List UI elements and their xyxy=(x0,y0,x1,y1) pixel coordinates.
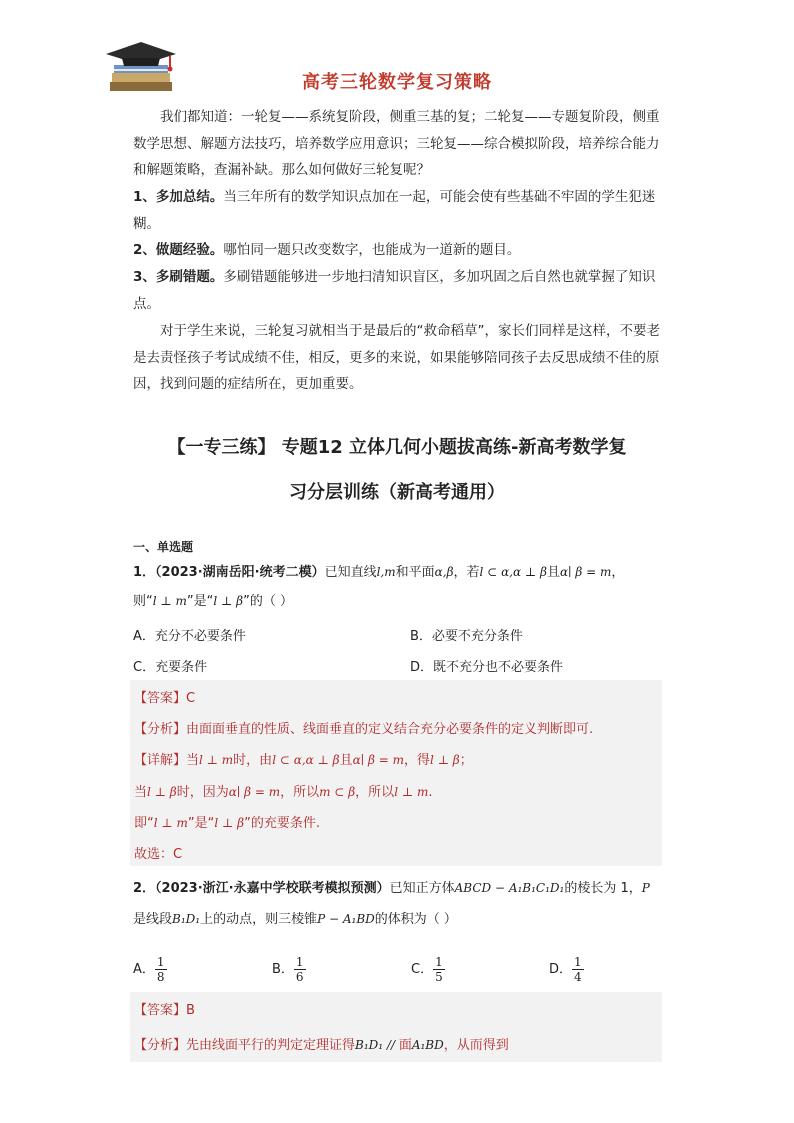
q2-text: 是线段 xyxy=(133,912,173,927)
q1-text: ，若 xyxy=(453,565,480,580)
numerator: 1 xyxy=(156,955,165,969)
q1-option-d: D．既不充分也不必要条件 xyxy=(410,660,564,675)
q1-text: 则“ xyxy=(133,594,153,609)
detail-text: 时，由 xyxy=(233,753,273,768)
detail-text: ，所以 xyxy=(280,785,320,800)
q2-math: P − A₁BD xyxy=(317,912,375,926)
detail-math: l ⊥ β xyxy=(430,753,460,767)
q1-detail-line-2 xyxy=(134,781,432,800)
fraction xyxy=(433,955,445,984)
numerator: 1 xyxy=(295,955,304,969)
q2-text: 的体积为（ ） xyxy=(374,912,457,927)
option-label: B． xyxy=(272,962,294,977)
fraction xyxy=(155,955,167,984)
option-label: A． xyxy=(133,962,155,977)
q2-math: P xyxy=(641,881,650,895)
tip-3 xyxy=(133,264,663,317)
closing-paragraph: 对于学生来说，三轮复习就相当于是最后的“救命稻草”，家长们同样是这样，不要老是去责怪孩子考试成绩不佳，相反，更多的来说，如果能够陪同孩子去反思成绩不佳的原因，找到问题的症结所在，更加重要。 xyxy=(133,323,660,392)
question-2-source: （2023·浙江·永嘉中学校联考模拟预测） xyxy=(155,881,390,896)
option-label: C． xyxy=(411,962,434,977)
denominator: 5 xyxy=(435,970,443,984)
q1-math: l ⊥ m xyxy=(152,594,187,608)
tip-2-body: 哪怕同一题只改变数字，也能成为一道新的题目。 xyxy=(223,242,521,258)
q2-option-d xyxy=(549,955,584,984)
denominator: 8 xyxy=(156,970,165,984)
detail-text: ； xyxy=(459,753,473,768)
q1-answer-box xyxy=(130,680,662,866)
q2-text: 上的动点，则三棱锥 xyxy=(200,912,318,927)
analysis-math: B₁D₁ // xyxy=(355,1038,399,1052)
detail-math: l ⊂ α,α ⊥ β xyxy=(272,753,340,767)
tip-1 xyxy=(133,184,663,237)
detail-math: α∣ β = m xyxy=(228,785,281,799)
q2-option-a xyxy=(133,955,167,984)
tip-3-head: 3、多刷错题。 xyxy=(133,269,224,285)
q1-text: 且 xyxy=(546,565,560,580)
question-1-number: 1． xyxy=(133,565,156,580)
q1-option-a: A．充分不必要条件 xyxy=(133,629,246,644)
question-1-stem xyxy=(133,558,668,616)
answer-label: 【答案】 xyxy=(134,1003,187,1018)
q1-option-b: B．必要不充分条件 xyxy=(410,629,523,644)
detail-math: α∣ β = m xyxy=(352,753,405,767)
option-label: D． xyxy=(549,962,573,977)
detail-math: l ⊥ β xyxy=(147,785,177,799)
q1-math: α∣ β = m xyxy=(559,565,612,579)
answer-value: C xyxy=(186,691,196,706)
tip-2-head: 2、做题经验。 xyxy=(133,242,224,258)
q2-option-b xyxy=(272,955,306,984)
q2-answer-box xyxy=(130,992,662,1062)
detail-text: 即“ xyxy=(134,816,154,831)
numerator: 1 xyxy=(574,955,582,969)
question-2-number: 2． xyxy=(133,881,156,896)
q2-text: 已知正方体 xyxy=(389,881,455,896)
q1-detail-line-1 xyxy=(134,749,473,768)
numerator: 1 xyxy=(435,955,443,969)
detail-text: ”是“ xyxy=(187,816,215,831)
q1-math: l ⊥ β xyxy=(213,594,244,608)
q1-text: 和平面 xyxy=(395,565,435,580)
page-title: 高考三轮数学复习策略 xyxy=(302,72,492,93)
q1-text: 已知直线 xyxy=(324,565,377,580)
detail-math: l ⊥ m xyxy=(153,816,188,830)
q1-text: ”是“ xyxy=(186,594,214,609)
q2-option-c xyxy=(411,955,445,984)
tip-2 xyxy=(133,237,663,264)
detail-text: . xyxy=(428,785,433,800)
detail-text: 当 xyxy=(134,785,148,800)
q1-answer xyxy=(134,687,195,706)
detail-math: l ⊥ β xyxy=(214,816,245,830)
q1-detail-line-3 xyxy=(134,812,320,831)
tip-1-body: 当三年所有的数学知识点加在一起，可能会使有些基础不牢固的学生犯迷糊。 xyxy=(133,189,656,232)
q2-text: 的棱长为 1， xyxy=(564,881,642,896)
q1-option-c: C．充要条件 xyxy=(133,660,208,675)
q1-math: α,β xyxy=(434,565,454,579)
question-2-stem xyxy=(133,873,668,935)
detail-text: 且 xyxy=(339,753,353,768)
doc-title-line-2: 习分层训练（新高考通用） xyxy=(289,482,505,503)
q1-analysis xyxy=(134,718,593,737)
detail-text: 当 xyxy=(186,753,200,768)
detail-text: ，所以 xyxy=(355,785,395,800)
tip-3-body: 多刷错题能够进一步地扫清知识盲区，多加巩固之后自然也就掌握了知识点。 xyxy=(133,269,656,312)
analysis-label: 【分析】 xyxy=(134,1038,187,1053)
fraction xyxy=(572,955,584,984)
analysis-text: ，从而得到 xyxy=(443,1038,509,1053)
q1-text: ”的（ ） xyxy=(243,594,293,609)
denominator: 4 xyxy=(574,970,582,984)
q2-answer xyxy=(134,999,195,1018)
detail-math: l ⊥ m xyxy=(394,785,429,799)
intro-paragraph: 我们都知道：一轮复——系统复阶段，侧重三基的复；二轮复——专题复阶段，侧重数学思想、解题方法技巧，培养数学应用意识；三轮复——综合模拟阶段，培养综合能力和解题策略，查漏补缺。那么如何做好三轮复呢？ xyxy=(133,109,660,178)
q1-math: l ⊂ α,α ⊥ β xyxy=(479,565,547,579)
analysis-math: A₁BD xyxy=(411,1038,444,1052)
detail-math: m ⊂ β xyxy=(319,785,356,799)
fraction xyxy=(294,955,306,984)
doc-title-line-1: 【一专三练】 专题12 立体几何小题拔高练-新高考数学复 xyxy=(167,437,627,458)
detail-text: ，得 xyxy=(404,753,431,768)
detail-text: ”的充要条件. xyxy=(244,816,320,831)
q2-math: ABCD − A₁B₁C₁D₁ xyxy=(454,881,565,895)
denominator: 6 xyxy=(295,970,304,984)
detail-text: 时，因为 xyxy=(176,785,229,800)
q2-analysis xyxy=(134,1034,509,1053)
q1-math: l,m xyxy=(376,565,396,579)
answer-value: B xyxy=(186,1003,195,1018)
answer-label: 【答案】 xyxy=(134,691,187,706)
question-1-source: （2023·湖南岳阳·统考二模） xyxy=(155,565,325,580)
detail-label: 【详解】 xyxy=(134,753,187,768)
section-heading: 一、单选题 xyxy=(133,540,194,554)
analysis-text: 由面面垂直的性质、线面垂直的定义结合充分必要条件的定义判断即可. xyxy=(186,722,594,737)
tip-1-head: 1、多加总结。 xyxy=(133,189,224,205)
q1-text: ， xyxy=(611,565,625,580)
q2-math: B₁D₁ xyxy=(172,912,201,926)
analysis-text: 先由线面平行的判定定理证得 xyxy=(186,1038,356,1053)
q1-choose: 故选：C xyxy=(134,847,183,862)
detail-math: l ⊥ m xyxy=(199,753,234,767)
analysis-text: 面 xyxy=(398,1038,412,1053)
analysis-label: 【分析】 xyxy=(134,722,187,737)
